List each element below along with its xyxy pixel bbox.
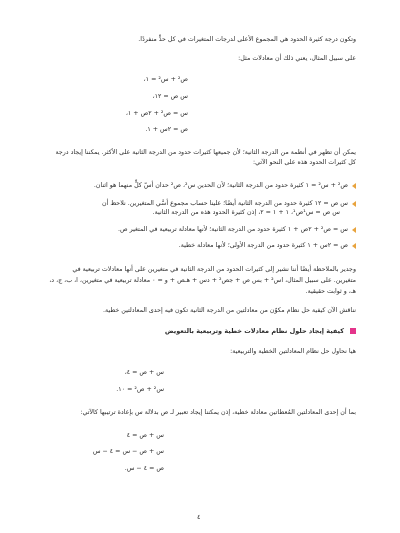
section-heading: كيفية إيجاد حلول نظام معادلات خطية وتربيعية بالتعويض [164,327,344,335]
bullet-marker-icon [352,243,356,249]
paragraph-quadratic-note-cont: متغيرين. على سبيل المثال، اس² + بس ص + جص² + دس + هـص + و = ٠ معادلة تربيعية في متغيرين، ا، ب، ج، د، [49,277,356,284]
paragraph-quadratic-note-cont: هـ، و ثوابت حقيقية. [305,288,356,295]
paragraph-quadratic-note: وجدير بالملاحظة أيضًا أننا نشير إلى كثيرات الحدود من الدرجة الثانية في متغيرين على أنها معادلات تربيعية في [72,266,356,273]
bullet-item-cont: س ص = س¹ص¹، ١ + ١ = ٢، إذن كثيرة الحدود هذه من الدرجة الثانية. [152,209,340,216]
heading-marker-icon [350,328,356,334]
equation: س + ص = ٤ [126,432,164,439]
bullet-marker-icon [352,183,356,189]
paragraph-example-intro: على سبيل المثال، يعني ذلك أن معادلات مثل: [238,55,356,62]
equation: س + ص = ٤، [124,369,164,376]
paragraph-polynomial-degree: وتكون درجة كثيرة الحدود هي المجموع الأعلى لدرجات المتغيرات في كل حدٍّ منفردًا. [138,36,356,43]
equation: ص = ٢س + ١. [145,126,188,133]
equation: ص² + س² = ١، [143,76,188,83]
equation: س ص = ١٢، [152,93,188,100]
bullet-item: ص = ٢س + ١ كثيرة حدود من الدرجة الأولى؛ لأنها معادلة خطية. [178,242,348,249]
equation: س² + ص² = ١٠. [116,386,164,393]
paragraph-system-intro: هيا نحاول حل نظام المعادلتين الخطية والتربيعية: [230,348,356,355]
page-number: ٤ [197,513,201,521]
paragraph-rearrange: بما أن إحدى المعادلتين المُعطاتين معادلة خطية، إذن يمكننا إيجاد تعبير لـ ص بدلالة س بإعادة ترتيبها كالآتي: [80,409,356,416]
bullet-marker-icon [352,201,356,207]
bullet-marker-icon [352,227,356,233]
bullet-item: س = ص² + ٢ص + ١ كثيرة حدود من الدرجة الثانية؛ لأنها معادلة تربيعية في المتغير ص. [118,226,348,233]
paragraph-discussion: نناقش الآن كيفية حل نظام مكوّن من معادلتين من الدرجة الثانية تكون فيه إحدى المعادلتين خطية. [102,307,356,314]
bullet-item: س ص = ١٢ كثيرة حدود من الدرجة الثانية أيضًا؛ علينا حساب مجموع أسَّي المتغيرين. نلاحظ أن [101,200,348,207]
equation: س + ص − س = ٤ − س [92,448,164,455]
equation: س = ص² + ٢ص + ١، [125,110,188,117]
paragraph-degree-explanation-cont: كل كثيرات الحدود هذه على النحو الآتي: [253,159,356,166]
equation: ص = ٤ − س. [124,465,164,472]
bullet-item: ص² + س² = ١ كثيرة حدود من الدرجة الثانية؛ لأن الحدين س²، ص² حدان أسّ كلٍّ منهما هو اثنان. [93,182,348,189]
paragraph-degree-explanation: يمكن أن تظهر في أنظمة من الدرجة الثانية؛ لأن جميعها كثيرات حدود من الدرجة الثانية على الأكثر. يمكننا إيجاد درجة [55,149,356,156]
